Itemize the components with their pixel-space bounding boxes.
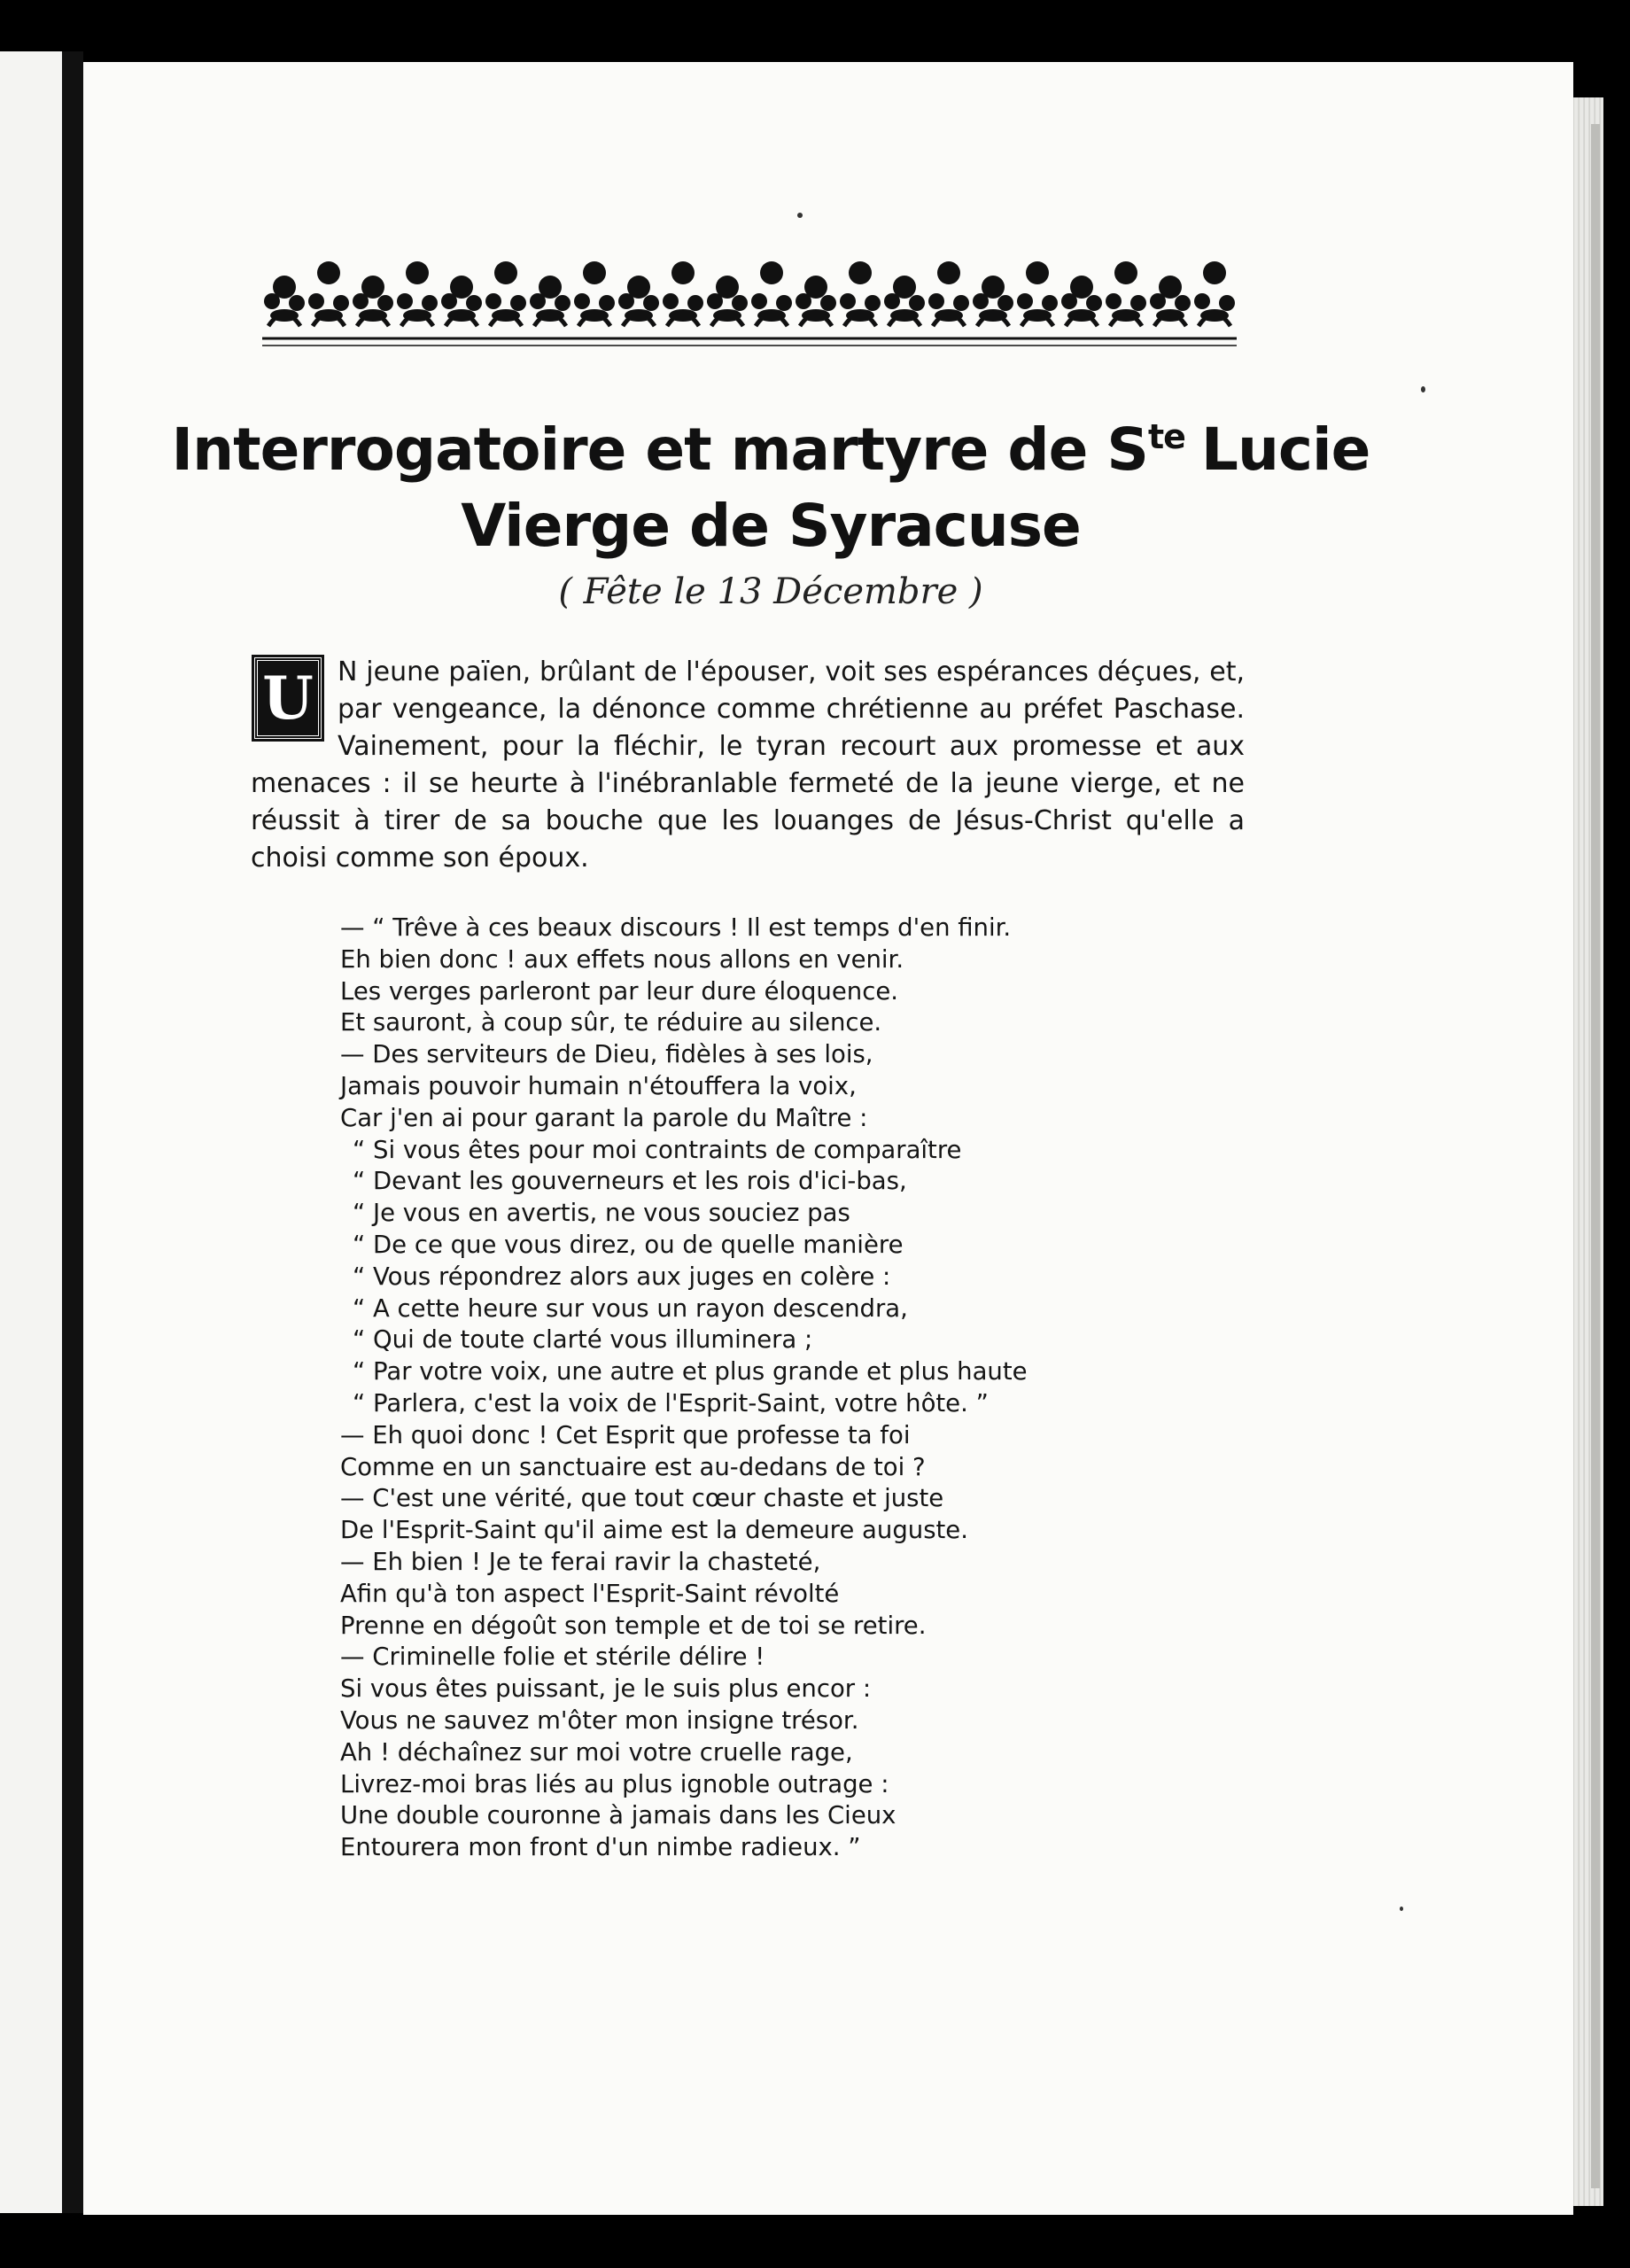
poem-line: Et sauront, à coup sûr, te réduire au silence. xyxy=(340,1008,882,1037)
poem-line: Ah ! déchaînez sur moi votre cruelle rage, xyxy=(340,1737,853,1767)
poem-line: Livrez-moi bras liés au plus ignoble outrage : xyxy=(340,1769,889,1798)
poem-line: De l'Esprit-Saint qu'il aime est la demeure auguste. xyxy=(340,1516,968,1545)
poem-line: “ Si vous êtes pour moi contraints de comparaître xyxy=(353,1135,962,1164)
poem-line: — “ Trêve à ces beaux discours ! Il est temps d'en finir. xyxy=(340,913,1012,942)
poem-line: Les verges parleront par leur dure éloquence. xyxy=(340,976,898,1006)
poem-line: Jamais pouvoir humain n'étouffera la voix, xyxy=(340,1071,857,1100)
title-superscript: te xyxy=(1147,417,1185,456)
title-name: Lucie xyxy=(1200,416,1370,484)
intro-paragraph xyxy=(251,654,1245,877)
title-line-1 xyxy=(159,399,1382,488)
poem-line: Une double couronne à jamais dans les Cieux xyxy=(340,1801,896,1830)
book-gutter xyxy=(62,51,83,2213)
poem-line: “ Devant les gouverneurs et les rois d'ici-bas, xyxy=(353,1167,907,1196)
poem-line: — C'est une vérité, que tout cœur chaste et juste xyxy=(340,1484,944,1513)
poem-line: Eh bien donc ! aux effets nous allons en venir. xyxy=(340,944,904,974)
poem-line: “ Qui de toute clarté vous illuminera ; xyxy=(353,1325,813,1355)
feast-date: ( Fête le 13 Décembre ) xyxy=(558,571,983,612)
poem xyxy=(340,913,1137,1864)
poem-line: “ Vous répondrez alors aux juges en colère : xyxy=(353,1262,891,1291)
poem-line: Si vous êtes puissant, je le suis plus encor : xyxy=(340,1674,872,1704)
title-main: Interrogatoire et martyre de S xyxy=(171,416,1148,484)
paper-speck xyxy=(1421,386,1425,392)
poem-line: Prenne en dégoût son temple et de toi se retire. xyxy=(340,1611,927,1640)
poem-line: Comme en un sanctuaire est au-dedans de toi ? xyxy=(340,1452,926,1481)
poem-line: “ Parlera, c'est la voix de l'Esprit-Saint, votre hôte. ” xyxy=(353,1388,989,1418)
title-line-2: Vierge de Syracuse xyxy=(461,492,1081,560)
poem-line: Entourera mon front d'un nimbe radieux. ” xyxy=(340,1833,861,1862)
intro-text: N jeune païen, brûlant de l'épouser, voit ses espérances déçues, et, par vengeance, la dénonce comme chrétienne au préfet Paschase. Vainement, pour la fléchir, le tyran recourt aux promesse et aux menaces : il se heurte à l'inébranlable fermeté de la jeune vierge, et ne réussit à tirer de sa bouche que les louanges de Jésus-Christ qu'elle a choisi comme son époux. xyxy=(251,656,1245,874)
poem-line: “ A cette heure sur vous un rayon descendra, xyxy=(353,1293,908,1323)
poem-line: — Des serviteurs de Dieu, fidèles à ses lois, xyxy=(340,1040,873,1069)
poem-line: — Eh quoi donc ! Cet Esprit que professe ta foi xyxy=(340,1420,911,1449)
poem-line: “ Je vous en avertis, ne vous souciez pas xyxy=(353,1199,850,1228)
floral-ornament-band xyxy=(262,248,1237,350)
paper-speck xyxy=(797,213,803,218)
poem-line: Afin qu'à ton aspect l'Esprit-Saint révolté xyxy=(340,1579,840,1608)
poem-line: — Criminelle folie et stérile délire ! xyxy=(340,1643,765,1672)
page-title xyxy=(159,399,1382,564)
page-stack-shadow xyxy=(1591,124,1600,2188)
poem-line: Car j'en ai pour garant la parole du Maître : xyxy=(340,1103,868,1132)
poem-line: “ De ce que vous direz, ou de quelle manière xyxy=(353,1230,904,1259)
drop-cap: U xyxy=(254,657,322,739)
poem-line: Vous ne sauvez m'ôter mon insigne trésor. xyxy=(340,1705,859,1735)
poem-line: — Eh bien ! Je te ferai ravir la chasteté, xyxy=(340,1547,821,1576)
paper-speck xyxy=(1400,1907,1403,1911)
poem-line: “ Par votre voix, une autre et plus grande et plus haute xyxy=(353,1357,1028,1386)
